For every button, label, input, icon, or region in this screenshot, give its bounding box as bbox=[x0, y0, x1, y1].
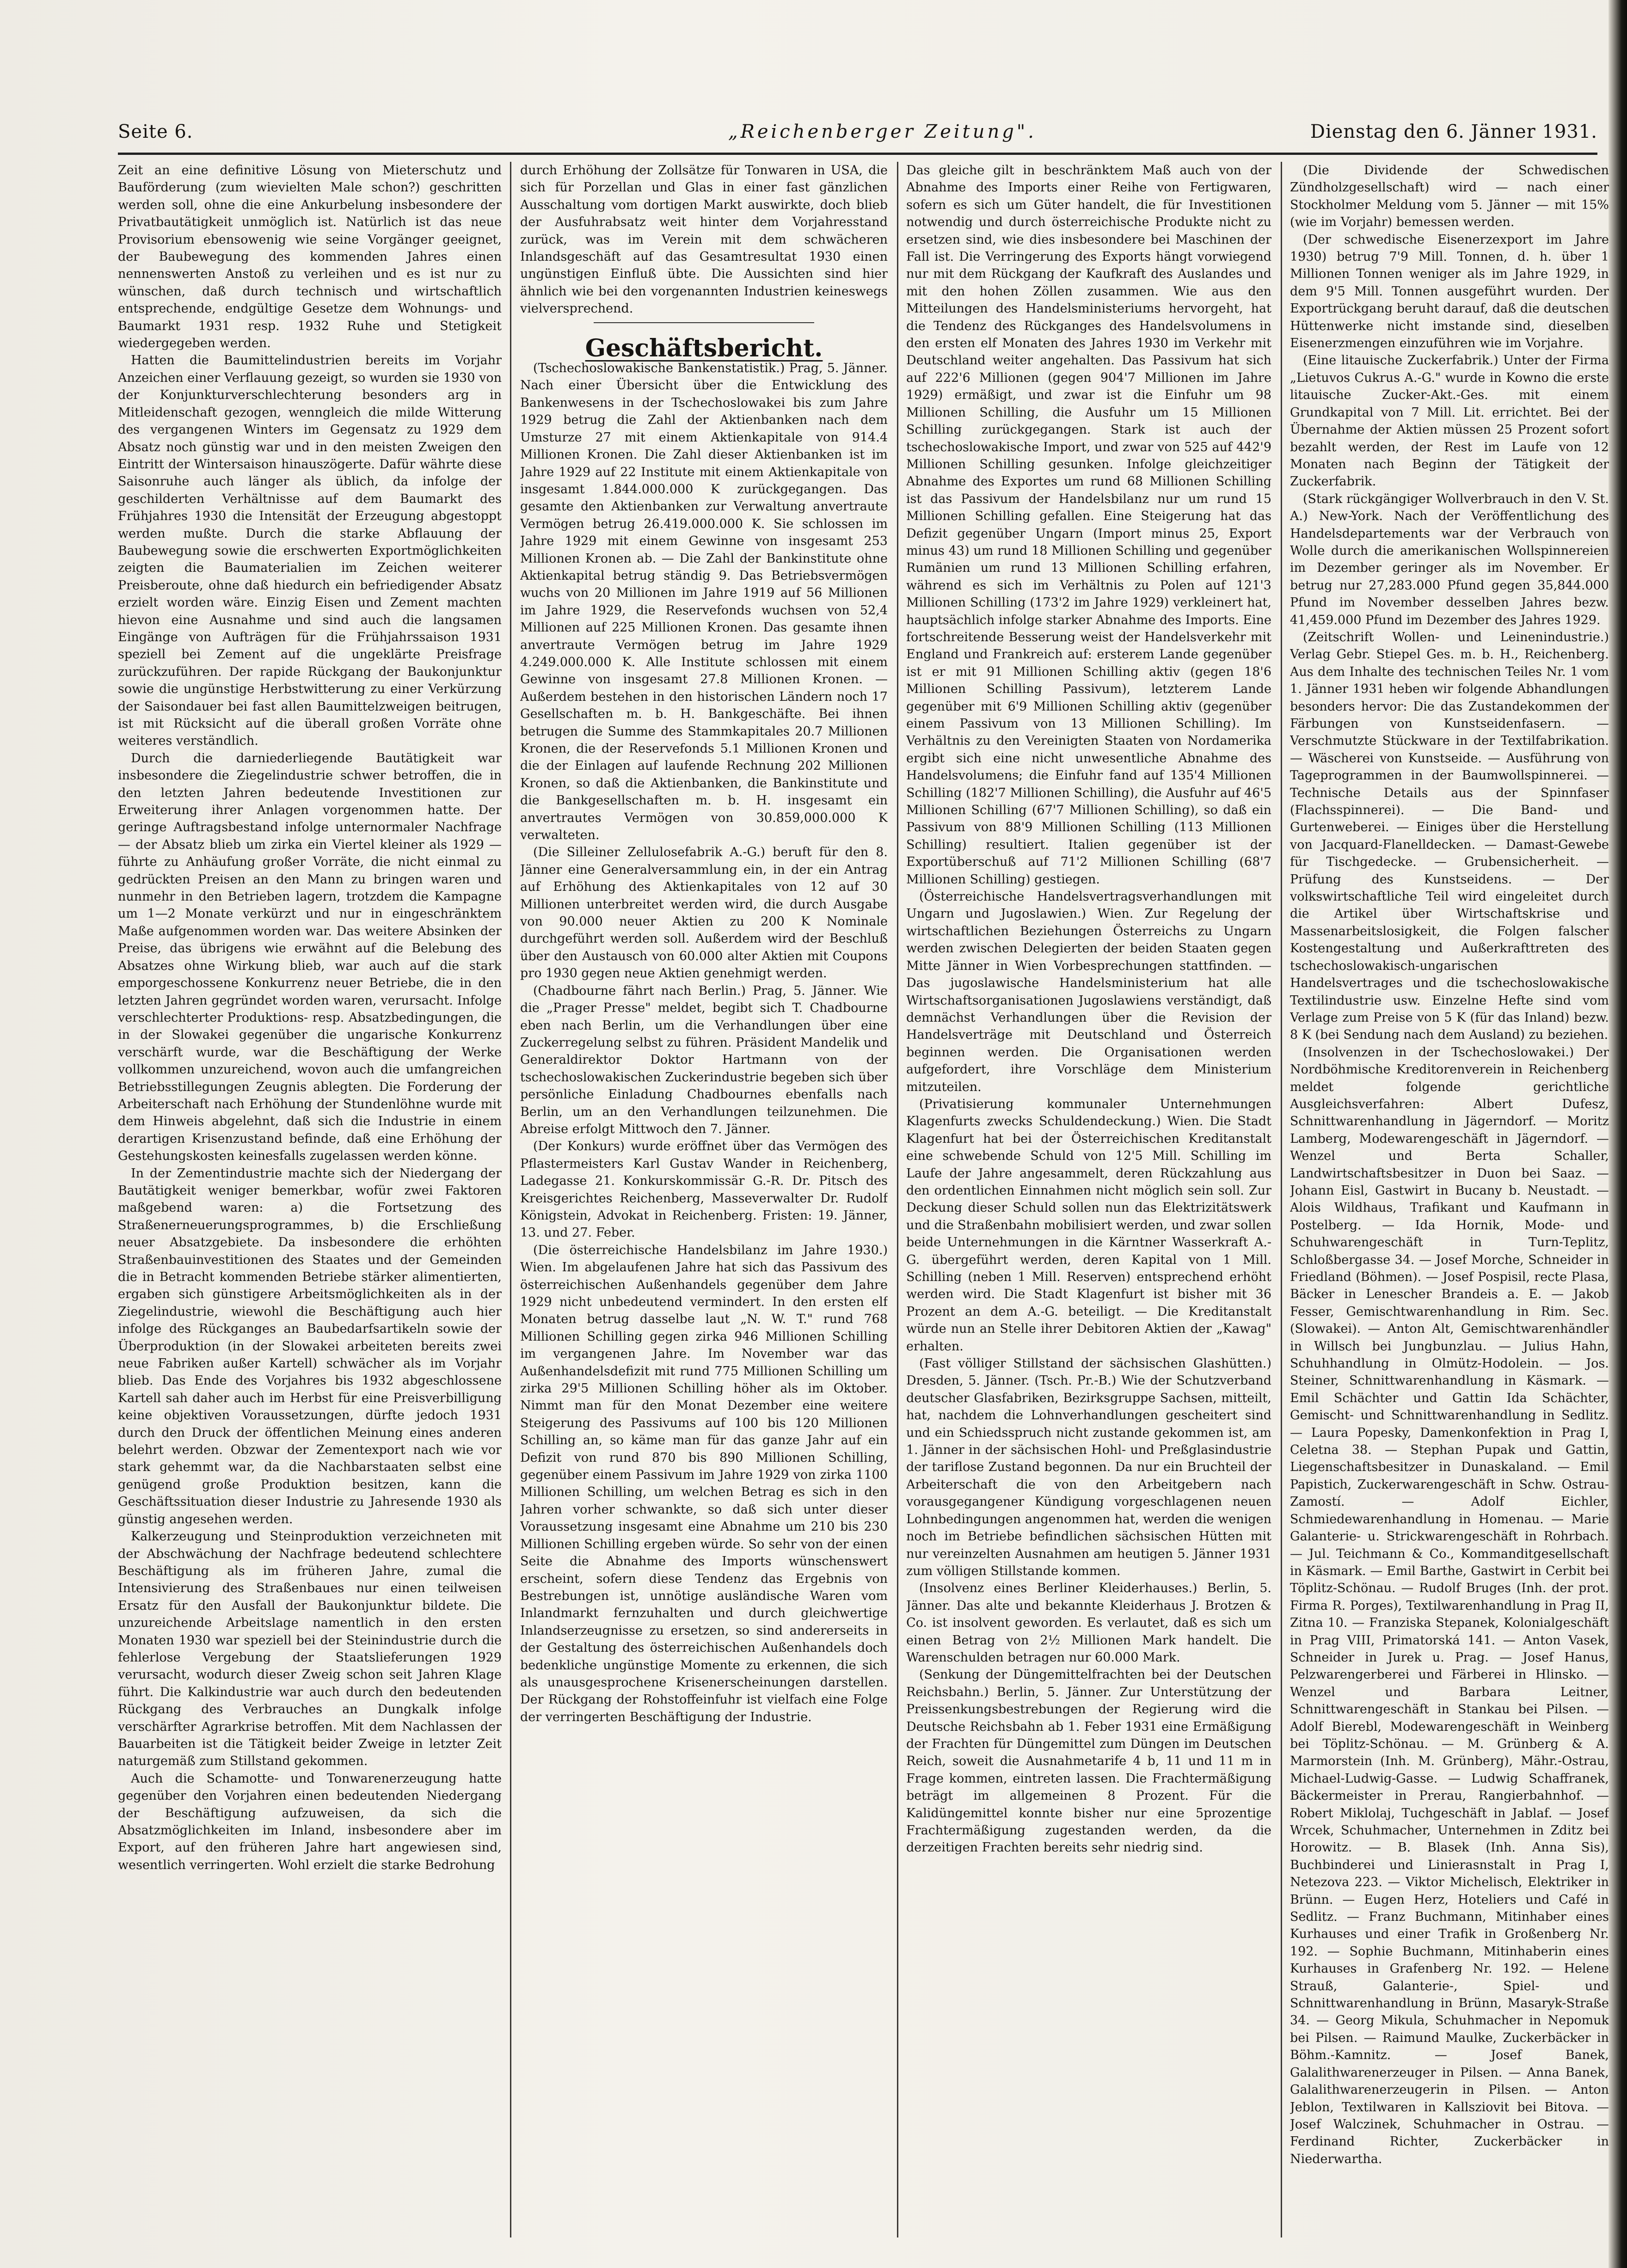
news-item: (Eine litauische Zuckerfabrik.) Unter der Firma „Lietuvos Cukrus A.-G." wurde in Kowno die erste litauische Zucker-Akt.-Ges. mit einem Grundkapital von 7 Mill. Lit. errichtet. Bei der Übernahme der Aktien müssen 25 Prozent sofort bezahlt werden, der Rest im Laufe von 12 Monaten nach Beginn der Tätigkeit der Zuckerfabrik. bbox=[1290, 353, 1609, 489]
column-4 bbox=[1290, 162, 1609, 2237]
news-item: (Stark rückgängiger Wollverbrauch in den V. St. A.) New-York. Nach der Veröffentlichung des Handelsdepartements war der Verbrauch von Wolle durch die amerikanischen Wollspinnereien im Dezember geringer als im November. Er betrug nur 27,283.000 Pfund gegen 35,844.000 Pfund im November desselben Jahres bezw. 41,459.000 Pfund im Dezember des Jahres 1929. bbox=[1290, 491, 1609, 627]
news-item: (Fast völliger Stillstand der sächsischen Glashütten.) Dresden, 5. Jänner. (Tsch. Pr.-B.) Wie der Schutzverband deutscher Glasfabriken, Bezirksgruppe Sachsen, mitteilt, hat, nachdem die Lohnverhandlungen gescheitert sind und ein Schiedsspruch nicht zustande gekommen ist, am 1. Jänner in der sächsischen Hohl- und Preßglasindustrie der tariflose Zustand begonnen. Da nur ein Bruchteil der Arbeiterschaft die von den Arbeitgebern nach vorausgegangener Kündigung vorgeschlagenen neuen Lohnbedingungen angenommen hat, werden die wenigen noch im Betriebe befindlichen sächsischen Hütten mit nur vereinzelten Ausnahmen am heutigen 5. Jänner 1931 zum völligen Stillstande kommen. bbox=[906, 1356, 1271, 1578]
column-2 bbox=[520, 162, 888, 2237]
news-item: (Österreichische Handelsvertragsverhandlungen mit Ungarn und Jugoslawien.) Wien. Zur Regelung der wirtschaftlichen Beziehungen Österreichs zu Ungarn werden zwischen Delegierten der beiden Staaten gegen Mitte Jänner in Wien Vorbesprechungen stattfinden. — Das jugoslawische Handelsministerium hat alle Wirtschaftsorganisationen Jugoslawiens verständigt, daß demnächst Verhandlungen über die Revision der Handelsverträge mit Deutschland und Österreich beginnen werden. Die Organisationen werden aufgefordert, ihre Vorschläge dem Ministerium mitzuteilen. bbox=[906, 889, 1271, 1094]
paragraph: Durch die darniederliegende Bautätigkeit war insbesondere die Ziegelindustrie schwer betroffen, die in den letzten Jahren bedeutende Investitionen zur Erweiterung ihrer Anlagen vorgenommen hatte. Der geringe Auftragsbestand infolge unternormaler Nachfrage — der Absatz blieb um zirka ein Viertel kleiner als 1929 — führte zu Anhäufung großer Vorräte, die nicht einmal zu gedrückten Preisen an den Mann zu bringen waren und nunmehr in den Betrieben lagern, trotzdem die Kampagne um 1—2 Monate verkürzt und nur in eingeschränktem Maße aufgenommen worden war. Das weitere Absinken der Preise, das übrigens wie erwähnt auf die Belebung des Absatzes ohne Wirkung blieb, war auch auf die stark emporgeschossene Konkurrenz neuer Betriebe, die in den letzten Jahren gegründet worden waren, verursacht. Infolge verschlechterter Produktions- resp. Absatzbedingungen, die in der Slowakei gegenüber die ungarische Konkurrenz verschärft wurde, war die Beschäftigung der Werke vollkommen unzureichend, wovon auch die umfangreichen Betriebsstillegungen Zeugnis ablegten. Die Forderung der Arbeiterschaft nach Erhöhung der Stundenlöhne wurde mit dem Hinweis abgelehnt, daß sich die Industrie in einem derartigen Krisenzustand befinde, daß eine Erhöhung der Gestehungskosten keinesfalls zugelassen werden könne. bbox=[118, 751, 502, 1164]
news-item: (Der schwedische Eisenerzexport im Jahre 1930) betrug 7'9 Mill. Tonnen, d. h. über 1 Millionen Tonnen weniger als im Jahre 1929, in dem 9'5 Mill. Tonnen ausgeführt wurden. Der Exportrückgang beruht darauf, daß die deutschen Hüttenwerke nicht imstande sind, dieselben Eisenerzmengen einzuführen wie im Vorjahre. bbox=[1290, 232, 1609, 351]
paragraph: Hatten die Baumittelindustrien bereits im Vorjahr Anzeichen einer Verflauung gezeigt, so wurden sie 1930 von der Konjunkturverschlechterung besonders arg in Mitleidenschaft gezogen, wenngleich die milde Witterung des vergangenen Winters im Gegensatz zu 1929 dem Absatz noch günstig war und in den meisten Zweigen den Eintritt der Wintersaison hinauszögerte. Dafür währte diese Saisonruhe auch länger als üblich, da infolge der geschilderten Verhältnisse auf dem Baumarkt des Frühjahres 1930 die Intensität der Erzeugung abgestoppt werden mußte. Durch die starke Abflauung der Baubewegung sowie die erschwerten Exportmöglichkeiten zeigten die Baumaterialien im Zeichen weiterer Preisberoute, ohne daß hiedurch ein befriedigender Absatz erzielt worden wäre. Einzig Eisen und Zement machten hievon eine Ausnahme und sind auch die langsamen Eingänge von Aufträgen für die Frühjahrssaison 1931 speziell bei Zement auf die ungeklärte Preisfrage zurückzuführen. Der rapide Rückgang der Baukonjunktur sowie die ungünstige Herbstwitterung zu einer Verkürzung der Saisondauer bei fast allen Baumittelzweigen beitrugen, ist mit Rücksicht auf die überall großen Vorräte ohne weiteres verständlich. bbox=[118, 353, 502, 748]
column-rule bbox=[897, 162, 898, 2237]
news-item: (Zeitschrift Wollen- und Leinenindustrie.) Verlag Gebr. Stiepel Ges. m. b. H., Reichenberg. Aus dem Inhalte des technischen Teiles Nr. 1 vom 1. Jänner 1931 heben wir folgende Abhandlungen besonders hervor: Die das Zustandekommen der Färbungen von Kunstseidenfasern. — Verschmutzte Stückware in der Textilfabrikation. — Wäscherei von Kunstseide. — Ausführung von Tageprogrammen in der Baumwollspinnerei. — Technische Details aus der Spinnfaser (Flachsspinnerei). — Die Band- und Gurtenweberei. — Einiges über die Herstellung von Jacquard-Flanelldecken. — Damast-Gewebe für Tischgedecke. — Grubensicherheit. — Prüfung des Kunstseidens. — Der volkswirtschaftliche Teil wird eingeleitet durch die Artikel über Wirtschaftskrise und Massenarbeitslosigkeit, die Folgen falscher Kostengestaltung und Außerkrafttreten des tschechoslowakisch-ungarischen Handelsvertrages und die tschechoslowakische Textilindustrie usw. Einzelne Hefte sind vom Verlage zum Preise von 5 K (für das Inland) bezw. 8 K (bei Sendung nach dem Ausland) zu beziehen. bbox=[1290, 630, 1609, 1042]
scan-edge bbox=[1609, 0, 1627, 2268]
news-item: (Die Silleiner Zellulosefabrik A.-G.) beruft für den 8. Jänner eine Generalversammlung ein, in der ein Antrag auf Erhöhung des Aktienkapitales von 12 auf 30 Millionen unterbreitet werden wird, die durch Ausgabe von 90.000 neuer Aktien zu 200 K Nominale durchgeführt werden soll. Außerdem wird der Beschluß über den Austausch von 60.000 alter Aktien mit Coupons pro 1930 gegen neue Aktien genehmigt werden. bbox=[520, 845, 888, 981]
paragraph: In der Zementindustrie machte sich der Niedergang der Bautätigkeit weniger bemerkbar, wofür zwei Faktoren maßgebend waren: a) die Fortsetzung des Straßenerneuerungsprogrammes, b) die Erschließung neuer Absatzgebiete. Da insbesondere die erhöhten Straßenbauinvestitionen des Staates und der Gemeinden die in Betracht kommenden Betriebe stärker alimentierten, ergaben sich günstigere Arbeitsmöglichkeiten als in der Ziegelindustrie, wiewohl die Beschäftigung auch hier infolge des Rückganges an Baubedarfsartikeln sowie der Überproduktion (in der Slowakei arbeiteten bereits zwei neue Fabriken außer Kartell) schwächer als im Vorjahr blieb. Das Ende des Vorjahres bis 1932 abgeschlossene Kartell sah daher auch im Herbst für eine Preisverbilligung keine objektiven Voraussetzungen, dürfte jedoch 1931 durch den Druck der öffentlichen Meinung eines anderen belehrt werden. Obzwar der Zementexport nach wie vor stark gehemmt war, da die Nachbarstaaten selbst eine genügend große Produktion besitzen, kann die Geschäftssituation dieser Industrie zu Jahresende 1930 als günstig angesehen werden. bbox=[118, 1166, 502, 1526]
newspaper-title: „Reichenberger Zeitung". bbox=[728, 121, 1037, 142]
separator bbox=[594, 322, 814, 323]
news-item: (Der Konkurs) wurde eröffnet über das Vermögen des Pflastermeisters Karl Gustav Wander in Reichenberg, Ladegasse 21. Konkurskommissär G.-R. Dr. Pitsch des Kreisgerichtes Reichenberg, Masseverwalter Dr. Rudolf Königstein, Advokat in Reichenberg. Fristen: 19. Jänner, 13. und 27. Feber. bbox=[520, 1139, 888, 1240]
paragraph: Kalkerzeugung und Steinproduktion verzeichneten mit der Abschwächung der Nachfrage bedeutend schlechtere Beschäftigung als im früheren Jahre, zumal die Intensivierung des Straßenbaues nur einen teilweisen Ersatz für den Ausfall der Baukonjunktur bildete. Die unzureichende Arbeitslage namentlich in den ersten Monaten 1930 war speziell bei der Steinindustrie durch die fehlerlose Vergebung der Staatslieferungen 1929 verursacht, wodurch dieser Zweig schon seit Jahren Klage führt. Die Kalkindustrie war auch durch den bedeutenden Rückgang des Verbrauches an Dungkalk infolge verschärfter Agrarkrise betroffen. Mit dem Nachlassen der Bauarbeiten ist die Tätigkeit beider Zweige in letzter Zeit naturgemäß zum Stillstand gekommen. bbox=[118, 1529, 502, 1769]
news-item: (Insolvenz eines Berliner Kleiderhauses.) Berlin, 5. Jänner. Das alte und bekannte Kleiderhaus J. Brotzen & Co. ist insolvent geworden. Es verlautet, daß es sich um einen Betrag von 2½ Millionen Mark handelt. Die Warenschulden betragen nur 60.000 Mark. bbox=[906, 1581, 1271, 1665]
column-1 bbox=[118, 162, 502, 2237]
section-title: Geschäftsbericht. bbox=[585, 334, 823, 362]
news-item: (Die österreichische Handelsbilanz im Jahre 1930.) Wien. Im abgelaufenen Jahre hat sich das Passivum des österreichischen Außenhandels gegenüber dem Jahre 1929 nicht unbedeutend vermindert. In den ersten elf Monaten betrug dasselbe laut „N. W. T." rund 768 Millionen Schilling gegen zirka 946 Millionen Schilling im vergangenen Jahre. Im November war das Außenhandelsdefizit mit rund 775 Millionen Schilling um zirka 29'5 Millionen Schilling höher als im Oktober. Nimmt man für den Monat Dezember eine weitere Steigerung des Passivums auf 100 bis 120 Millionen Schilling an, so käme man für das ganze Jahr auf ein Defizit von rund 870 bis 890 Millionen Schilling, gegenüber einem Passivum im Jahre 1929 von zirka 1100 Millionen Schilling, um welchen Betrag es sich in den Jahren vorher schwankte, so daß sich unter dieser Voraussetzung insgesamt eine Abnahme um 210 bis 230 Millionen Schilling ergeben würde. So sehr von der einen Seite die Abnahme des Imports wünschenswert erscheint, sofern diese Tendenz das Ergebnis von Bestrebungen ist, unnötige ausländische Waren vom Inlandmarkt fernzuhalten und durch gleichwertige Inlandserzeugnisse zu ersetzen, so sind andererseits in der Gestaltung des österreichischen Außenhandels doch bedenkliche ungünstige Momente zu erkennen, die sich als unausgesprochene Krisenerscheinungen darstellen. Der Rückgang der Rohstoffeinfuhr ist vielfach eine Folge der verringerten Beschäftigung der Industrie. bbox=[520, 1243, 888, 1724]
news-item: (Tschechoslowakische Bankenstatistik.) Prag, 5. Jänner. Nach einer Übersicht über die Entwicklung des Bankenwesens in der Tschechoslowakei bis zum Jahre 1929 betrug die Zahl der Aktienbanken nach dem Umsturze 27 mit einem Aktienkapitale von 914.4 Millionen Kronen. Die Zahl dieser Aktienbanken ist im Jahre 1929 auf 22 Institute mit einem Aktienkapitale von insgesamt 1.844.000.000 K zurückgegangen. Das gesamte den Aktienbanken zur Verwaltung anvertraute Vermögen betrug 26.419.000.000 K. Sie schlossen im Jahre 1929 mit einem Gewinne von insgesamt 253 Millionen Kronen ab. — Die Zahl der Bankinstitute ohne Aktienkapital betrug ständig 9. Das Betriebsvermögen wuchs von 20 Millionen im Jahre 1919 auf 56 Millionen im Jahre 1929, die Reservefonds wuchsen von 52,4 Millionen auf 225 Millionen Kronen. Das gesamte ihnen anvertraute Vermögen betrug im Jahre 1929 4.249.000.000 K. Alle Institute schlossen mit einem Gewinne von insgesamt 27.8 Millionen Kronen. — Außerdem bestehen in den historischen Ländern noch 17 Gesellschaften m. b. H. Bankgeschäfte. Bei ihnen betrugen die Summe des Stammkapitales 20.7 Millionen Kronen, die der Reservefonds 5.1 Millionen Kronen und die der Einlagen auf laufende Rechnung 202 Millionen Kronen, so daß die Aktienbanken, die Bankinstitute und die Bankgesellschaften m. b. H. insgesamt ein anvertrautes Vermögen von 30.859,000.000 K verwalteten. bbox=[520, 361, 888, 843]
news-item: (Privatisierung kommunaler Unternehmungen Klagenfurts zwecks Schuldendeckung.) Wien. Die Stadt Klagenfurt hat bei der Österreichischen Kreditanstalt eine schwebende Schuld von 12'5 Mill. Schilling im Laufe der Jahre angesammelt, deren Rückzahlung aus den ordentlichen Einnahmen nicht möglich sein soll. Zur Deckung dieser Schuld sollen nun das Elektrizitätswerk und die Straßenbahn mobilisiert werden, und zwar sollen beide Unternehmungen in die Kärntner Wasserkraft A.-G. übergeführt werden, deren Kapital von 1 Mill. Schilling (neben 1 Mill. Reserven) entsprechend erhöht werden wird. Die Stadt Klagenfurt ist bisher mit 36 Prozent an dem A.-G. beteiligt. — Die Kreditanstalt würde nun an Stelle ihrer Debitoren Aktien der „Kawag" erhalten. bbox=[906, 1097, 1271, 1354]
issue-date: Dienstag den 6. Jänner 1931. bbox=[1310, 121, 1597, 142]
header-rule bbox=[118, 153, 1597, 155]
column-3 bbox=[906, 162, 1271, 2237]
news-item: (Insolvenzen in der Tschechoslowakei.) Der Nordböhmische Kreditorenverein in Reichenberg meldet folgende gerichtliche Ausgleichsverfahren: Albert Dufesz, Schnittwarenhandlung in Jägerndorf. — Moritz Lamberg, Modewarengeschäft in Jägerndorf. — Wenzel und Berta Schaller, Landwirtschaftsbesitzer in Duon bei Saaz. — Johann Eisl, Gastwirt in Bucany b. Neustadt. — Alois Wildhaus, Trafikant und Kaufmann in Postelberg. — Ida Hornik, Mode- und Schuhwarengeschäft in Turn-Teplitz, Schloßbergasse 34. — Josef Morche, Schneider in Friedland (Böhmen). — Josef Pospisil, recte Plasa, Bäcker in Lenescher Brandeis a. E. — Jakob Fesser, Gemischtwarenhandlung in Rim. Sec. (Slowakei). — Anton Alt, Gemischtwarenhändler in Willsch bei Jungbunzlau. — Julius Hahn, Schuhhandlung in Olmütz-Hodolein. — Jos. Steiner, Schnittwarenhandlung in Käsmark. — Emil Schächter und Gattin Ida Schächter, Gemischt- und Schnittwarenhandlung in Sedlitz. — Laura Popesky, Damenkonfektion in Prag I, Celetna 38. — Stephan Pupak und Gattin, Liegenschaftsbesitzer in Dunaskaland. — Emil Papistich, Zuckerwarengeschäft in Schw. Ostrau-Zamostí. — Adolf Eichler, Schmiedewarenhandlung in Homenau. — Marie Galanterie- u. Strickwarengeschäft in Rohrbach. — Jul. Teichmann & Co., Kommanditgesellschaft in Käsmark. — Emil Barthe, Gastwirt in Cerbit bei Töplitz-Schönau. — Rudolf Bruges (Inh. der prot. Firma R. Porges), Textilwarenhandlung in Prag II, Zitna 10. — Franziska Stepanek, Kolonialgeschäft in Prag VIII, Primatorská 141. — Anton Vasek, Schneider in Jurek u. Prag. — Josef Hanus, Pelzwarengerberei und Färberei in Hlinsko. — Wenzel und Barbara Leitner, Schnittwarengeschäft in Stankau bei Pilsen. — Adolf Bierebl, Modewarengeschäft in Weinberg bei Töplitz-Schönau. — M. Grünberg & A. Marmorstein (Inh. M. Grünberg), Mähr.-Ostrau, Michael-Ludwig-Gasse. — Ludwig Schaffranek, Bäckermeister in Prerau, Rangierbahnhof. — Robert Miklolaj, Tuchgeschäft in Jablaf. — Josef Wrcek, Schuhmacher, Unternehmen in Zditz bei Horowitz. — B. Blasek (Inh. Anna Sis), Buchbinderei und Linierasnstalt in Prag I, Netezova 223. — Viktor Michelisch, Elektriker in Brünn. — Eugen Herz, Hoteliers und Café in Sedlitz. — Franz Buchmann, Mitinhaber eines Kurhauses und einer Trafik in Großenberg Nr. 192. — Sophie Buchmann, Mitinhaberin eines Kurhauses in Grafenberg Nr. 192. — Helene Strauß, Galanterie-, Spiel- und Schnittwarenhandlung in Brünn, Masaryk-Straße 34. — Georg Mikula, Schuhmacher in Nepomuk bei Pilsen. — Raimund Maulke, Zuckerbäcker in Böhm.-Kamnitz. — Josef Banek, Galalithwarenerzeuger in Pilsen. — Anna Banek, Galalithwarenerzeugerin in Pilsen. — Anton Jeblon, Textilwaren in Kallsziovit bei Bitova. — Josef Walczinek, Schuhmacher in Ostrau. — Ferdinand Richter, Zuckerbäcker in Niederwartha. bbox=[1290, 1045, 1609, 2166]
column-rule bbox=[1281, 162, 1282, 2237]
news-item: (Die Dividende der Schwedischen Zündholzgesellschaft) wird — nach einer Stockholmer Meldung vom 5. Jänner — mit 15% (wie im Vorjahr) bemessen werden. bbox=[1290, 163, 1609, 230]
column-rule bbox=[510, 162, 511, 2237]
paragraph: Das gleiche gilt in beschränktem Maß auch von der Abnahme des Imports einer Reihe von Fertigwaren, sofern es sich um Güter handelt, die für Investitionen notwendig und durch österreichische Produkte nicht zu ersetzen sind, wie dies insbesondere bei Maschinen der Fall ist. Die Verringerung des Exports hängt vorwiegend nur mit dem Rückgang der Kaufkraft des Auslandes und mit den hohen Zöllen zusammen. Wie aus den Mitteilungen des Handelsministeriums hervorgeht, hat die Tendenz des Rückganges des Handelsvolumens in den ersten elf Monaten des Jahres 1930 im Verkehr mit Deutschland weiter angehalten. Das Passivum hat sich auf 222'6 Millionen (gegen 904'7 Millionen im Jahre 1929) ermäßigt, und zwar ist die Einfuhr um 98 Millionen Schilling, die Ausfuhr um 15 Millionen Schilling zurückgegangen. Stark ist auch der tschechoslowakische Import, und zwar von 525 auf 442'9 Millionen Schilling gesunken. Infolge gleichzeitiger Abnahme des Exportes um rund 68 Millionen Schilling ist das Passivum der Handelsbilanz nur um rund 15 Millionen Schilling gefallen. Eine Steigerung hat das Defizit gegenüber Ungarn (Import minus 25, Export minus 43) um rund 18 Millionen Schilling und gegenüber Rumänien um rund 13 Millionen Schilling erfahren, während es sich im Verhältnis zu Polen auf 121'3 Millionen Schilling (173'2 im Jahre 1929) verkleinert hat, hauptsächlich infolge starker Abnahme des Imports. Eine fortschreitende Besserung weist der Handelsverkehr mit England und Frankreich auf: ersterem Lande gegenüber ist er mit 91 Millionen Schilling aktiv (gegen 18'6 Millionen Schilling Passivum), letzterem Lande gegenüber mit 6'9 Millionen Schilling aktiv (gegenüber einem Passivum von 13 Millionen Schilling). Im Verhältnis zu den Vereinigten Staaten von Nordamerika ergibt sich eine nicht unwesentliche Abnahme des Handelsvolumens; die Einfuhr fand auf 135'4 Millionen Schilling (182'7 Millionen Schilling), die Ausfuhr auf 46'5 Millionen Schilling (67'7 Millionen Schilling), so daß ein Passivum von 88'9 Millionen Schilling (113 Millionen Schilling) resultiert. Italien gegenüber ist der Exportüberschuß auf 71'2 Millionen Schilling (68'7 Millionen Schilling) gestiegen. bbox=[906, 163, 1271, 887]
paragraph: Zeit an eine definitive Lösung von Mieterschutz und Bauförderung (zum wievielten Male schon?) geschritten werden soll, ohne die eine Ankurbelung insbesondere der Privatbautätigkeit unmöglich ist. Natürlich ist das neue Provisorium ebensowenig wie seine Vorgänger geeignet, der Baubewegung des kommenden Jahres einen nennenswerten Anstoß zu verleihen und es ist nur zu wünschen, daß durch technisch und wirtschaftlich entsprechende, endgültige Gesetze dem Wohnungs- und Baumarkt 1931 resp. 1932 Ruhe und Stetigkeit wiedergegeben werden. bbox=[118, 163, 502, 351]
paragraph: durch Erhöhung der Zollsätze für Tonwaren in USA, die sich für Porzellan und Glas in einer fast gänzlichen Ausschaltung vom dortigen Markt auswirkte, doch blieb der Ausfuhrabsatz weit hinter dem Vorjahresstand zurück, was im Verein mit dem schwächeren Inlandsgeschäft auf das Gesamtresultat 1930 einen ungünstigen Einfluß übte. Die Aussichten sind hier ähnlich wie bei den vorgenannten Industrien keineswegs vielversprechend. bbox=[520, 163, 888, 316]
page-number: Seite 6. bbox=[118, 121, 193, 142]
news-item: (Senkung der Düngemittelfrachten bei der Deutschen Reichsbahn.) Berlin, 5. Jänner. Zur Unterstützung der Preissenkungsbestrebungen der Regierung wird die Deutsche Reichsbahn ab 1. Feber 1931 eine Ermäßigung der Frachten für Düngemittel zum Düngen im Deutschen Reich, soweit die Ausnahmetarife 4 b, 11 und 11 m in Frage kommen, eintreten lassen. Die Frachtermäßigung beträgt im allgemeinen 8 Prozent. Für die Kalidüngemittel konnte bisher nur eine 5prozentige Frachtermäßigung zugestanden werden, da die derzeitigen Frachten bereits sehr niedrig sind. bbox=[906, 1667, 1271, 1855]
news-item: (Chadbourne fährt nach Berlin.) Prag, 5. Jänner. Wie die „Prager Presse" meldet, begibt sich T. Chadbourne eben nach Berlin, um die Verhandlungen über eine Zuckerregelung selbst zu führen. Präsident Mandelik und Generaldirektor Doktor Hartmann von der tschechoslowakischen Zuckerindustrie begeben sich über persönliche Einladung Chadbournes ebenfalls nach Berlin, um an den Verhandlungen teilzunehmen. Die Abreise erfolgt Mittwoch den 7. Jänner. bbox=[520, 983, 888, 1136]
paragraph: Auch die Schamotte- und Tonwarenerzeugung hatte gegenüber den Vorjahren einen bedeutenden Niedergang der Beschäftigung aufzuweisen, da sich die Absatzmöglichkeiten im Inland, insbesondere aber im Export, auf den früheren Jahre hart angewiesen sind, wesentlich verringerten. Wohl erzielt die starke Bedrohung bbox=[118, 1771, 502, 1872]
page-header bbox=[118, 121, 1597, 149]
